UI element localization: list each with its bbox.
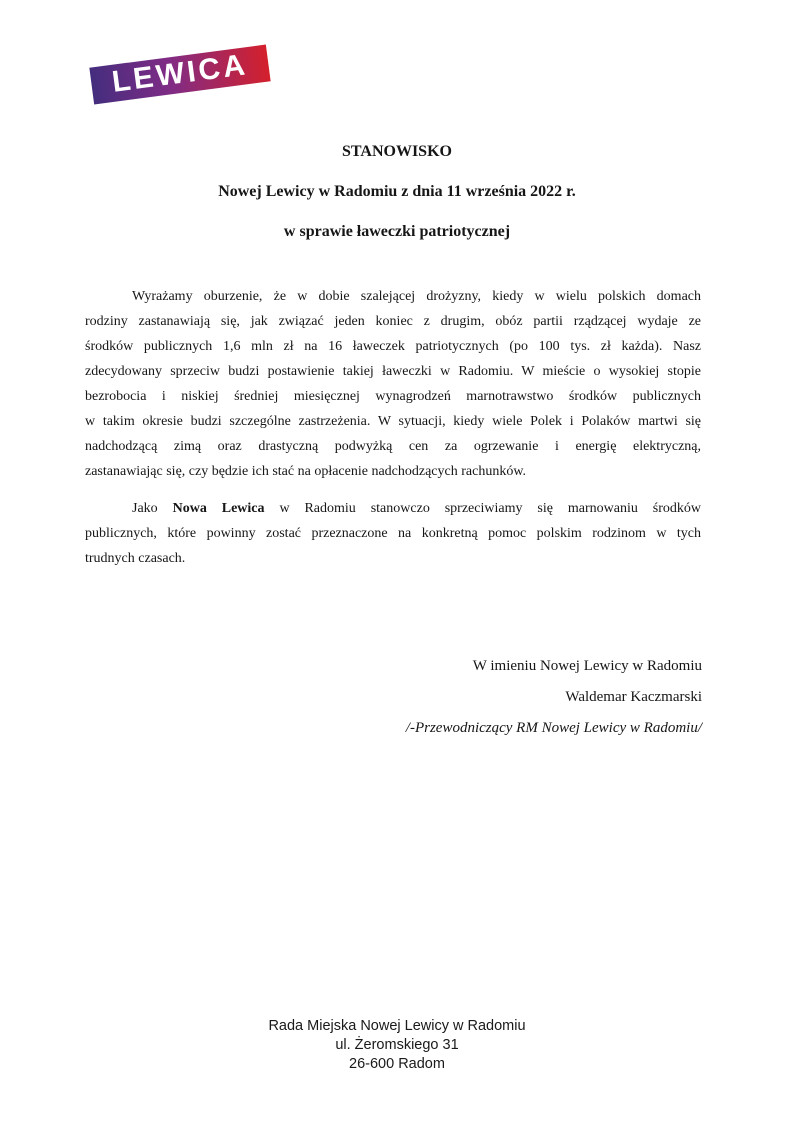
nowa-lewica-bold-text: Nowa Lewica bbox=[172, 501, 265, 516]
lewica-logo bbox=[89, 45, 270, 105]
footer-street: ul. Żeromskiego 31 bbox=[335, 1037, 459, 1053]
paragraph-2-line: publicznych, które powinny zostać przeznaczone na konkretną pomoc polskim rodzinom w tych bbox=[85, 526, 701, 541]
signature-role: /-Przewodniczący RM Nowej Lewicy w Radomiu/ bbox=[405, 720, 702, 736]
paragraph-1 bbox=[85, 284, 701, 484]
paragraph-1-line: rodziny zastanawiają się, jak związać jeden koniec z drugim, obóz partii rządzącej wydaje ze bbox=[85, 314, 701, 329]
lewica-logo-text: LEWICA bbox=[110, 47, 250, 99]
paragraph-1-line: w takim okresie budzi szczególne zastrzeżenia. W sytuacji, kiedy wiele Polek i Polaków martwi się bbox=[85, 414, 701, 429]
footer-city: 26-600 Radom bbox=[349, 1056, 445, 1072]
paragraph-1-line: nadchodzącą zimą oraz drastyczną podwyżką cen za ogrzewanie i energię elektryczną, bbox=[85, 439, 701, 454]
title-stanowisko: STANOWISKO bbox=[342, 143, 452, 160]
title-subject: w sprawie ławeczki patriotycznej bbox=[283, 223, 511, 240]
footer-address-block bbox=[0, 1017, 794, 1074]
document-title-block bbox=[0, 132, 794, 252]
paragraph-1-line: środków publicznych 1,6 mln zł na 16 ławeczek patriotycznych (po 100 tys. zł każda). Nasz bbox=[85, 339, 701, 354]
paragraph-1-last-line: zastanawiając się, czy będzie ich stać na opłacenie nadchodzących rachunków. bbox=[85, 464, 527, 479]
paragraph-2-text: w Radomiu stanowczo sprzeciwiamy się marnowaniu środków bbox=[264, 501, 701, 516]
signature-on-behalf: W imieniu Nowej Lewicy w Radomiu bbox=[472, 658, 702, 674]
body-text bbox=[85, 284, 701, 571]
paragraph-2 bbox=[85, 496, 701, 571]
signature-name: Waldemar Kaczmarski bbox=[565, 689, 702, 705]
paragraph-2-text: Jako bbox=[132, 501, 173, 516]
footer-organization: Rada Miejska Nowej Lewicy w Radomiu bbox=[268, 1018, 526, 1034]
paragraph-1-line: Wyrażamy oburzenie, że w dobie szalejącej drożyzny, kiedy w wielu polskich domach bbox=[132, 289, 701, 304]
paragraph-1-line: bezrobocia i niskiej średniej miesięcznej wynagrodzeń marnotrawstwo środków publicznych bbox=[85, 389, 701, 404]
paragraph-2-last-line: trudnych czasach. bbox=[85, 551, 186, 566]
title-issuer-date: Nowej Lewicy w Radomiu z dnia 11 września 2022 r. bbox=[218, 183, 576, 200]
paragraph-2-line bbox=[85, 496, 701, 521]
paragraph-1-line: zdecydowany sprzeciw budzi postawienie takiej ławeczki w Radomiu. W mieście o wysokiej stopie bbox=[85, 364, 701, 379]
signature-block bbox=[406, 651, 702, 744]
